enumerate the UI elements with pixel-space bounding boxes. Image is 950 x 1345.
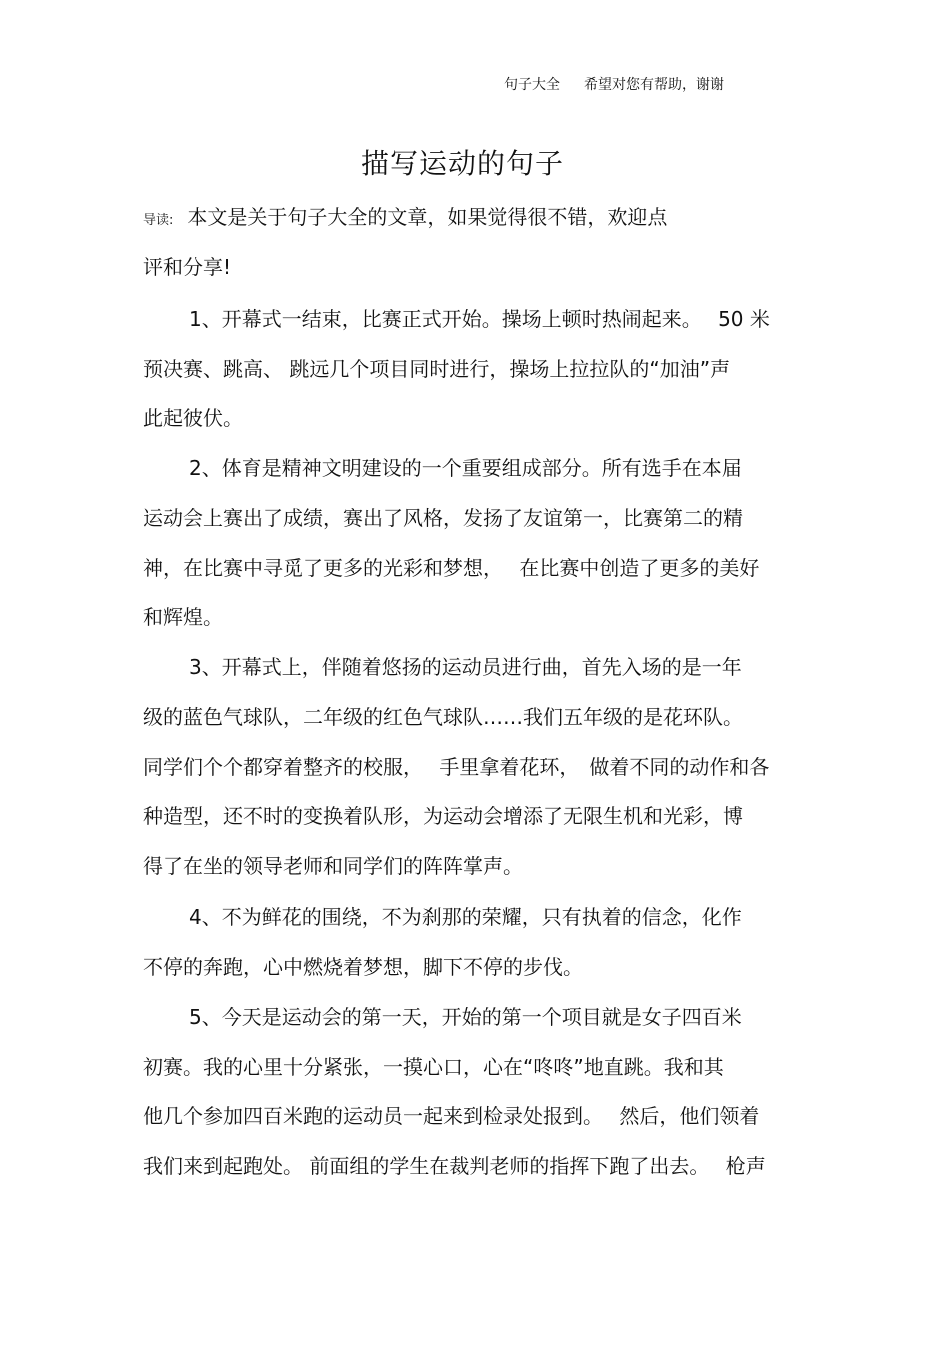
paragraph-2-line-2: 运动会上赛出了成绩，赛出了风格，发扬了友谊第一，比赛第二的精 xyxy=(143,506,743,530)
paragraph-2-line-1: 2、体育是精神文明建设的一个重要组成部分。所有选手在本届 xyxy=(189,456,742,480)
paragraph-4-line-2: 不停的奔跑，心中燃烧着梦想，脚下不停的步伐。 xyxy=(143,955,583,979)
paragraph-1-line-2: 预决赛、跳高、 跳远几个项目同时进行，操场上拉拉队的“加油”声 xyxy=(143,357,731,381)
intro-text-line-2: 评和分享! xyxy=(143,255,232,279)
paragraph-5-line-1: 5、今天是运动会的第一天，开始的第一个项目就是女子四百米 xyxy=(189,1005,742,1029)
paragraph-3-line-3: 同学们个个都穿着整齐的校服， 手里拿着花环， 做着不同的动作和各 xyxy=(143,755,770,779)
intro-line xyxy=(143,203,667,235)
paragraph-5-line-2: 初赛。我的心里十分紧张，一摸心口，心在“咚咚”地直跳。我和其 xyxy=(143,1055,724,1079)
paragraph-4-line-1: 4、不为鲜花的围绕，不为刹那的荣耀，只有执着的信念，化作 xyxy=(189,905,742,929)
page-title: 描写运动的句子 xyxy=(360,147,564,180)
page-header xyxy=(504,74,724,94)
paragraph-2-line-4: 和辉煌。 xyxy=(143,605,223,629)
paragraph-3-line-5: 得了在坐的领导老师和同学们的阵阵掌声。 xyxy=(143,854,523,878)
header-right-text: 希望对您有帮助，谢谢 xyxy=(584,77,724,93)
header-left-text: 句子大全 xyxy=(504,77,560,93)
paragraph-5-line-3: 他几个参加四百米跑的运动员一起来到检录处报到。 然后，他们领着 xyxy=(143,1104,760,1128)
intro-text-line-1: 本文是关于句子大全的文章，如果觉得很不错，欢迎点 xyxy=(187,205,668,229)
paragraph-3-line-1: 3、开幕式上，伴随着悠扬的运动员进行曲，首先入场的是一年 xyxy=(189,655,742,679)
paragraph-1-line-1: 1、开幕式一结束，比赛正式开始。操场上顿时热闹起来。 50 米 xyxy=(189,307,770,331)
paragraph-5-line-4: 我们来到起跑处。 前面组的学生在裁判老师的指挥下跑了出去。 枪声 xyxy=(143,1154,766,1178)
paragraph-1-line-3: 此起彼伏。 xyxy=(143,406,243,430)
paragraph-2-line-3: 神，在比赛中寻觅了更多的光彩和梦想， 在比赛中创造了更多的美好 xyxy=(143,556,760,580)
intro-label: 导读: xyxy=(143,213,174,228)
paragraph-3-line-2: 级的蓝色气球队，二年级的红色气球队……我们五年级的是花环队。 xyxy=(143,705,743,729)
paragraph-3-line-4: 种造型，还不时的变换着队形，为运动会增添了无限生机和光彩，博 xyxy=(143,804,743,828)
